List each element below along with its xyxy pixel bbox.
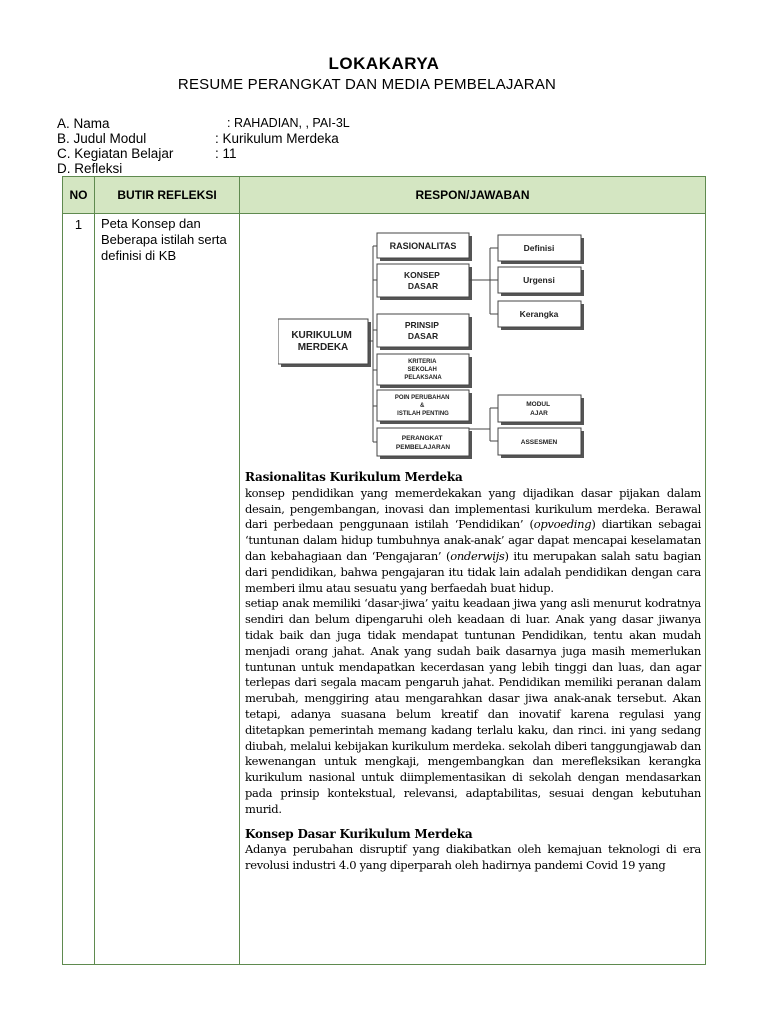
respon-cell	[240, 214, 706, 965]
map-node-kurikulum-merdeka: KURIKULUM MERDEKA	[291, 330, 352, 353]
map-node-assesmen: ASSESMEN	[520, 439, 558, 446]
paragraph-rasionalitas-1: konsep pendidikan yang memerdekakan yang dijadikan dasar pijakan dalam desain, pengembangan, inovasi dan implementasi kurikulum merdeka. Berawal dari perbedaan penggunaan istilah ‘Pendidikan’ (opvoeding) diartikan sebagai ‘tuntunan dalam hidup tumbuhnya anak-anak’ agar dapat mencapai keselamatan dan kebahagiaan dan ‘Pengajaran’ (onderwijs) itu merupakan salah satu bagian dari pendidikan, bahwa pengajaran itu tidak lain adalah pendidikan dengan cara memberi ilmu atau sesuatu yang berfaedah buat hidup.	[245, 485, 701, 595]
essay-text	[245, 470, 701, 874]
header-no: NO	[63, 177, 95, 214]
map-node-poin-perubahan: POIN PERUBAHAN & ISTILAH PENTING	[394, 395, 450, 417]
info-label: B. Judul Modul	[57, 131, 147, 146]
info-value: : RAHADIAN, , PAI-3L	[227, 116, 350, 130]
map-node-definisi: Definisi	[523, 243, 555, 253]
section-title-konsep-dasar: Konsep Dasar Kurikulum Merdeka	[245, 826, 473, 841]
table-header-row	[63, 177, 706, 214]
map-node-rasionalitas: RASIONALITAS	[389, 241, 457, 251]
butir-refleksi-text: Peta Konsep dan Beberapa istilah serta definisi di KB	[95, 214, 240, 965]
map-node-modul-ajar: MODUL AJAR	[526, 401, 550, 417]
map-node-konsep-dasar: KONSEP DASAR	[403, 270, 440, 291]
header-respon-jawaban: RESPON/JAWABAN	[240, 177, 706, 214]
paragraph-konsep-dasar-1: Adanya perubahan disruptif yang diakibatkan oleh kemajuan teknologi di era revolusi industri 4.0 yang diperparah oleh hadirnya pandemi Covid 19 yang	[245, 842, 701, 873]
info-label: D. Refleksi	[57, 161, 123, 176]
map-node-prinsip-dasar: PRINSIP DASAR	[404, 320, 439, 341]
concept-map	[278, 222, 608, 462]
paragraph-rasionalitas-2: setiap anak memiliki ‘dasar-jiwa’ yaitu keadaan jiwa yang asli menurut kodratnya sendiri dan belum dipengaruhi oleh keadaan di luar. Anak yang dasar jiwanya tidak baik dan juga tidak mendapat tuntunan Pendidikan, tentu akan mudah menjadi orang jahat. Anak yang sudah baik dasarnya juga masih memerlukan tuntunan untuk mendapatkan kecerdasan yang lebih tinggi dan luas, dan agar terlepas dari segala macam pengaruh jahat. Pendidikan memiliki peranan dalam merubah, menggiring atau mengarahkan dasar jiwa anak-anak tersebut. Akan tetapi, adanya suasana belum kreatif dan inovatif karena regulasi yang ditetapkan pemerintah memang kadang terlalu kaku, dan rinci. ini yang sedang diubah, melalui kebijakan kurikulum merdeka. sekolah diberi tanggungjawab dan kewenangan untuk mengkaji, mengembangkan dan merefleksikan kerangka kurikulum nasional untuk diimplementasikan di sekolah dengan mendasarkan pada prinsip kontekstual, relevansi, adaptabilitas, sesuai dengan kebutuhan murid.	[245, 596, 701, 816]
header-butir-refleksi: BUTIR REFLEKSI	[95, 177, 240, 214]
page-title: LOKAKARYA	[328, 54, 440, 73]
map-node-perangkat-pembelajaran: PERANGKAT PEMBELAJARAN	[395, 435, 451, 451]
map-node-kerangka: Kerangka	[519, 309, 559, 319]
reflection-table	[62, 176, 706, 965]
info-label: A. Nama	[57, 116, 110, 131]
map-node-urgensi: Urgensi	[523, 275, 555, 285]
section-title-rasionalitas: Rasionalitas Kurikulum Merdeka	[245, 470, 463, 484]
info-value: : Kurikulum Merdeka	[215, 131, 339, 146]
table-row	[63, 214, 706, 965]
info-value: : 11	[215, 146, 237, 161]
map-node-kriteria-sekolah: KRITERIA SEKOLAH PELAKSANA	[404, 359, 442, 381]
page-subtitle: RESUME PERANGKAT DAN MEDIA PEMBELAJARAN	[177, 76, 557, 93]
info-label: C. Kegiatan Belajar	[57, 146, 174, 161]
row-number: 1	[63, 214, 95, 965]
